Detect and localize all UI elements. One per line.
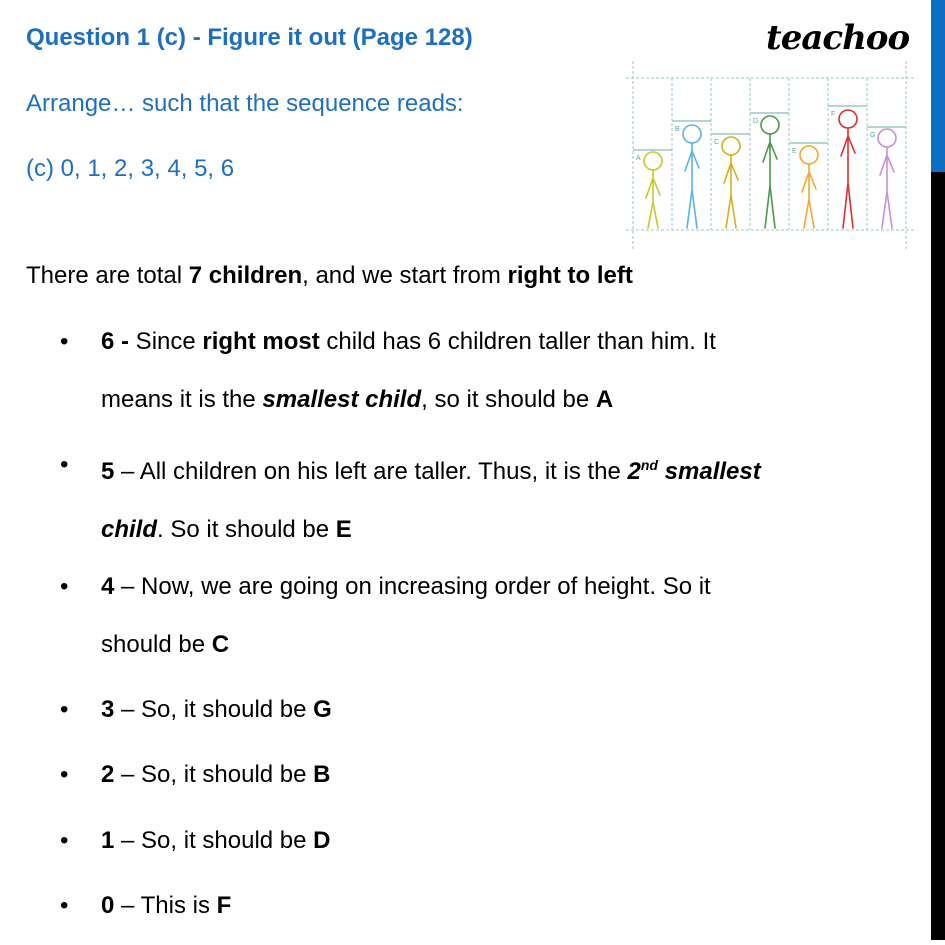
child-body	[763, 134, 777, 228]
child-body	[685, 143, 699, 228]
child-head	[839, 110, 857, 128]
child-label: E	[792, 148, 797, 155]
children-height-figure	[626, 56, 918, 256]
side-accent-bar	[931, 0, 945, 172]
child-label: C	[714, 139, 720, 146]
child-head	[644, 152, 662, 170]
teachoo-logo: teachoo	[766, 18, 910, 58]
child-body	[880, 147, 894, 228]
question-title: Question 1 (c) - Figure it out (Page 128)	[26, 24, 473, 51]
question-text: Arrange… such that the sequence reads:	[26, 90, 464, 117]
child-head	[683, 125, 701, 143]
side-dark-bar	[931, 172, 945, 940]
child-head	[878, 129, 896, 147]
child-head	[800, 146, 818, 164]
intro-text: There are total 7 children, and we start from right to left	[26, 262, 633, 289]
child-label: A	[636, 155, 641, 162]
child-head	[761, 116, 779, 134]
child-body	[841, 128, 855, 228]
child-label: D	[753, 118, 759, 125]
child-label: F	[831, 111, 836, 118]
child-head	[722, 137, 740, 155]
child-body	[646, 170, 660, 228]
child-body	[724, 155, 738, 228]
child-label: G	[870, 132, 876, 139]
child-body	[802, 164, 816, 228]
sequence-text: (c) 0, 1, 2, 3, 4, 5, 6	[26, 155, 235, 182]
child-label: B	[675, 126, 680, 133]
